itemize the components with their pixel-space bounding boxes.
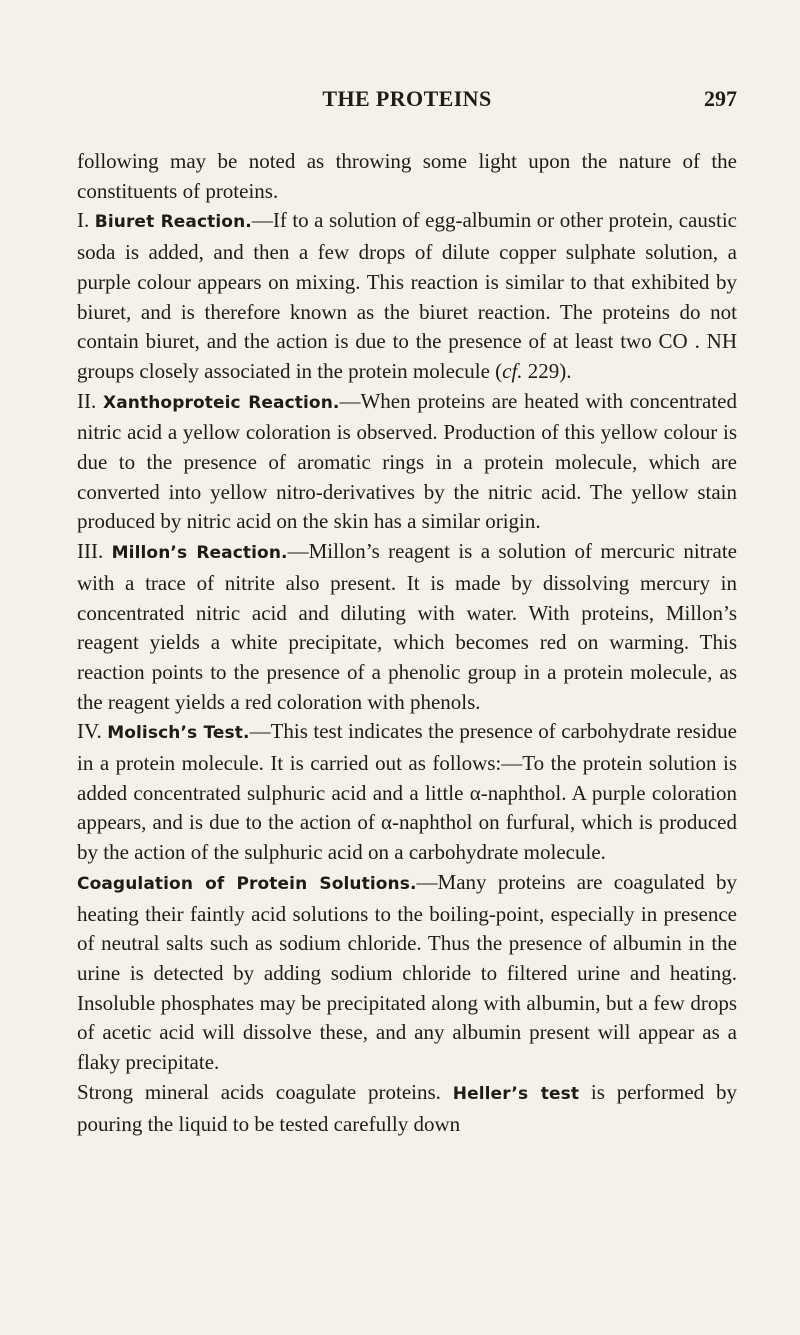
section-heading: Biuret Reaction. <box>94 212 252 233</box>
body-text <box>77 147 737 1139</box>
section-number: III. <box>77 539 104 564</box>
section-heading: Millon’s Reaction. <box>111 543 288 564</box>
paragraph-text: —Many proteins are coagulated by heating their faintly acid solutions to the boiling-point, especially in presence of neutral salts such as sodium chloride. Thus the presence of albumin in the urine is detected by adding sodium chloride to filtered urine and heating. Insoluble phosphates may be precipitated along with albumin, but a few drops of acetic acid will dissolve these, and any albumin present will appear as a flaky precipitate. <box>77 869 737 1075</box>
paragraph-molischs-test <box>77 717 737 868</box>
running-head <box>77 86 737 120</box>
section-number: II. <box>77 388 97 413</box>
paragraph-xanthoproteic-reaction <box>77 387 737 538</box>
paragraph-millons-reaction <box>77 537 737 717</box>
paragraph-suffix: 229). <box>522 358 572 383</box>
page-number: 297 <box>704 86 737 111</box>
paragraph-text: —This test indicates the presence of carbohydrate residue in a protein molecule. It is carried out as follows:—To the protein solution is added concentrated sulphuric acid and a little α-naphthol. A purple coloration appears, and is due to the action of α-naphthol on furfural, which is produced by the action of the sulphuric acid on a carbohydrate molecule. <box>77 719 737 865</box>
page-title: THE PROTEINS <box>322 86 492 111</box>
paragraph-text: Strong mineral acids coagulate proteins. <box>77 1079 453 1104</box>
paragraph-suffix: is performed by pouring the liquid to be tested carefully down <box>77 1079 737 1136</box>
paragraph-text: —If to a solution of egg-albumin or other protein, caustic soda is added, and then a few drops of dilute copper sulphate solution, a purple colour appears on mixing. This reaction is similar to that exhibited by biuret, and is therefore known as the biuret reaction. The proteins do not contain biuret, and the action is due to the presence of at least two CO . NH groups closely associated in the protein molecule ( <box>77 208 737 383</box>
paragraph-text: —Millon’s reagent is a solution of mercuric nitrate with a trace of nitrite also present. It is made by dissolving mercury in concentrated nitric acid and diluting with water. With proteins, Millon’s reagent yields a white precipitate, which becomes red on warming. This reaction points to the presence of a phenolic group in a protein molecule, as the reagent yields a red coloration with phenols. <box>77 539 738 714</box>
paragraph-intro <box>77 147 737 206</box>
paragraph-biuret-reaction <box>77 206 737 386</box>
section-number: IV. <box>77 719 102 744</box>
section-heading: Coagulation of Protein Solutions. <box>77 873 417 894</box>
cross-reference: cf. <box>502 358 523 383</box>
section-heading: Xanthoproteic Reaction. <box>103 392 340 413</box>
paragraph-text: —When proteins are heated with concentrated nitric acid a yellow coloration is observed. Production of this yellow colour is due to the presence of aromatic rings in a protein molecule, which are converted into yellow nitro-derivatives by the nitric acid. The yellow stain produced by nitric acid on the skin has a similar origin. <box>77 388 738 534</box>
paragraph-hellers-test <box>77 1078 737 1139</box>
section-heading: Heller’s test <box>452 1083 580 1104</box>
section-heading: Molisch’s Test. <box>107 723 250 744</box>
paragraph-text: following may be noted as throwing some light upon the nature of the constituents of proteins. <box>77 149 737 203</box>
paragraph-coagulation <box>77 868 737 1078</box>
section-number: I. <box>77 208 90 233</box>
